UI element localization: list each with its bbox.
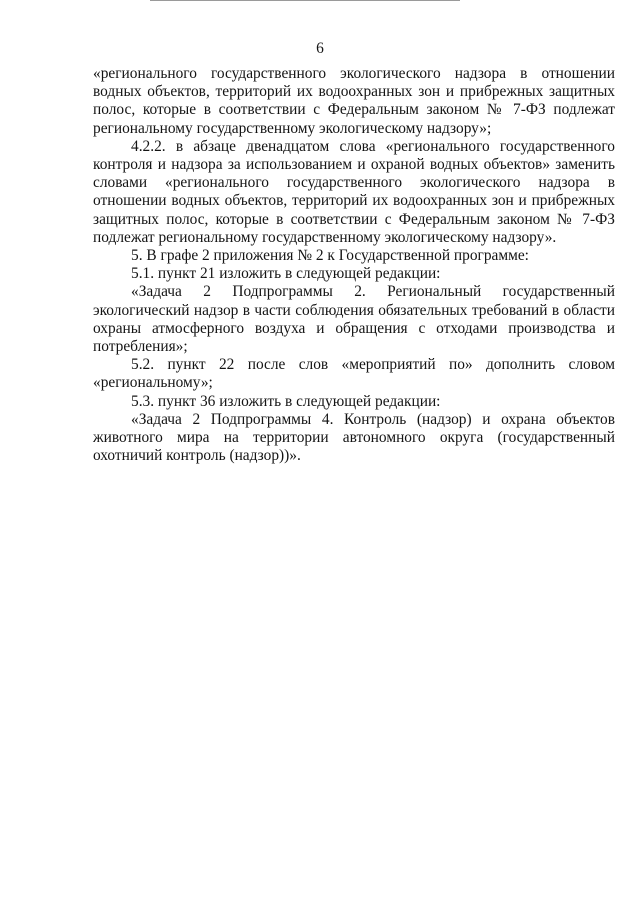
paragraph-5: 5. В графе 2 приложения № 2 к Государственной программе: — [131, 247, 529, 265]
paragraph-continuation: «регионального государственного экологического надзора в отношении водных объектов, территорий их водоохранных зон и прибрежных защитных полос, которые в соответствии с Федеральным законом № 7-ФЗ подлежат региональному государственному экологическому надзору»; — [93, 65, 615, 137]
scan-edge-line — [150, 0, 460, 1]
paragraph-5-3: 5.3. пункт 36 изложить в следующей редакции: — [131, 392, 441, 410]
paragraph-5-2: 5.2. пункт 22 после слов «мероприятий по» дополнить словом «региональному»; — [93, 356, 615, 392]
paragraph-task-2-sub-2: «Задача 2 Подпрограммы 2. Региональный государственный экологический надзор в части соблюдения обязательных требований в области охраны атмосферного воздуха и обращения с отходами производства и потребления»; — [93, 283, 615, 356]
paragraph-5-1: 5.1. пункт 21 изложить в следующей редакции: — [131, 265, 441, 283]
page-number: 6 — [316, 40, 324, 57]
document-body — [93, 65, 615, 465]
paragraph-4-2-2: 4.2.2. в абзаце двенадцатом слова «регионального государственного контроля и надзора за использованием и охраной водных объектов» заменить словами «регионального государственного экологического надзора в отношении водных объектов, территорий их водоохранных зон и прибрежных защитных полос, которые в соответствии с Федеральным законом № 7-ФЗ подлежат региональному государственному экологическому надзору». — [93, 137, 615, 246]
paragraph-task-2-sub-4: «Задача 2 Подпрограммы 4. Контроль (надзор) и охрана объектов животного мира на территории автономного округа (государственный охотничий контроль (надзор))». — [93, 410, 615, 465]
